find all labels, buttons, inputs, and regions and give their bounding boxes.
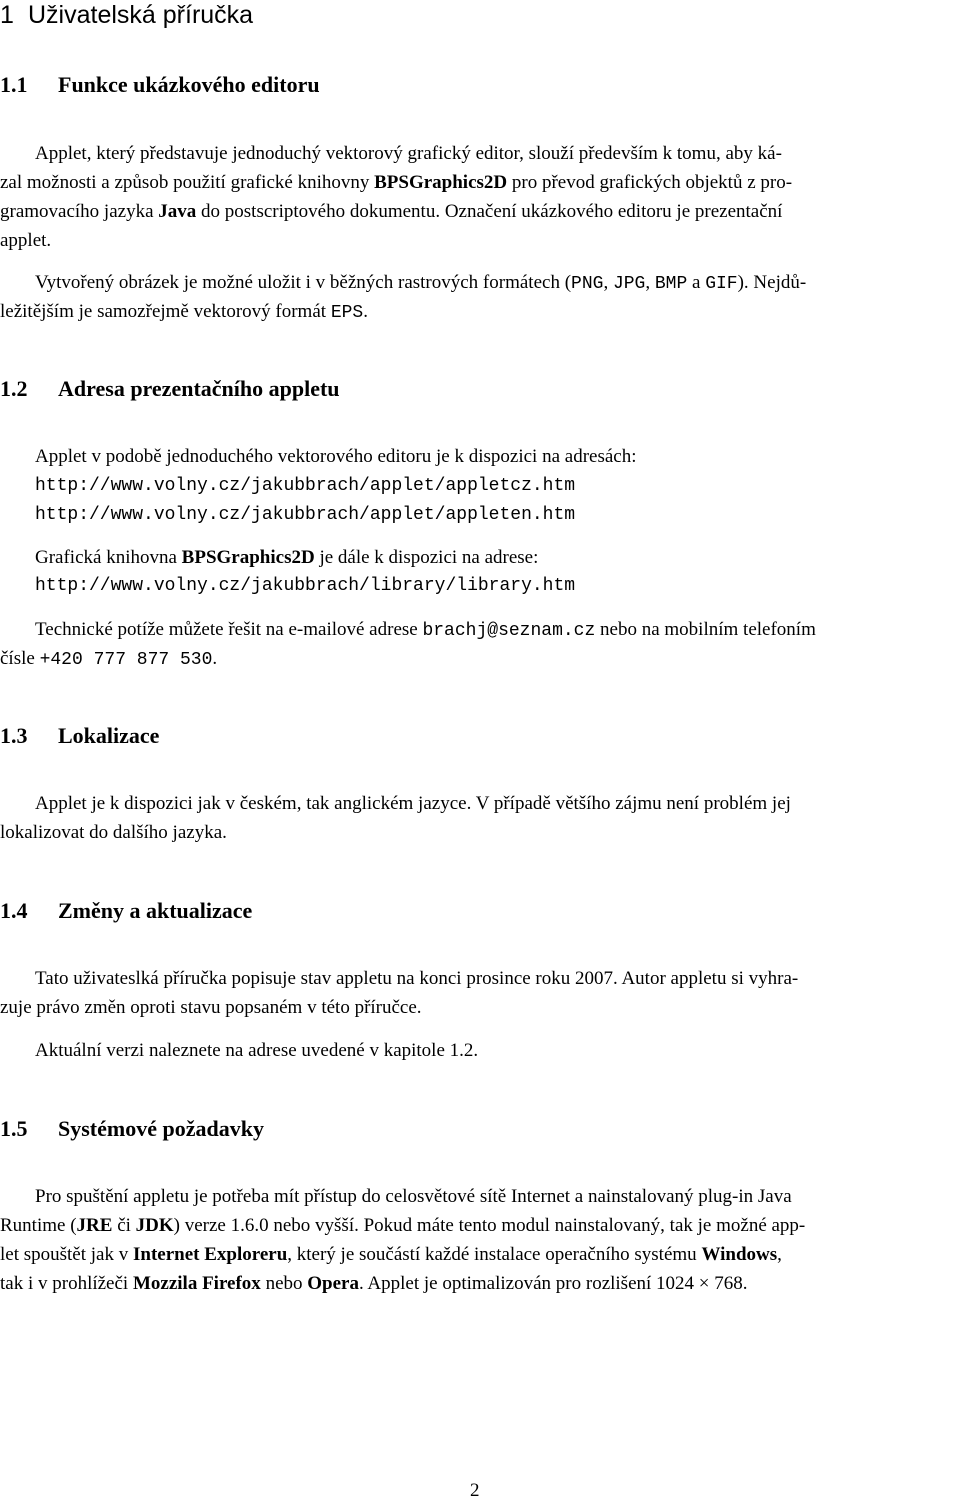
- applet-url-cz[interactable]: http://www.volny.cz/jakubbrach/applet/appletcz.htm: [35, 476, 576, 496]
- format-eps: EPS: [330, 303, 364, 323]
- format-gif: GIF: [705, 274, 738, 294]
- language-name: Java: [158, 201, 197, 222]
- paragraph-line: [0, 168, 792, 197]
- text: zal možnosti a způsob použití grafické knihovny: [0, 172, 375, 193]
- text: pro převod grafických objektů z pro-: [507, 172, 793, 193]
- section-heading-1-4: [0, 897, 252, 925]
- browser-firefox: Mozzila Firefox: [132, 1273, 261, 1294]
- section-title: Změny a aktualizace: [58, 898, 253, 923]
- text: . Applet je optimalizován pro rozlišení 1024 × 768.: [358, 1273, 748, 1294]
- section-number: 1.1: [0, 72, 28, 97]
- library-name: BPSGraphics2D: [181, 547, 315, 568]
- paragraph-line: [0, 543, 538, 572]
- section-title: Lokalizace: [58, 723, 160, 748]
- section-heading-1-5: [0, 1115, 264, 1143]
- applet-url-en[interactable]: http://www.volny.cz/jakubbrach/applet/appleten.htm: [35, 505, 576, 525]
- text: ležitějším je samozřejmě vektorový formát: [0, 301, 331, 322]
- paragraph-line: [0, 615, 816, 646]
- library-url[interactable]: http://www.volny.cz/jakubbrach/library/library.htm: [35, 576, 576, 596]
- paragraph-line: [0, 1269, 748, 1298]
- text: .: [363, 301, 368, 322]
- paragraph-line: Aktuální verzi naleznete na adrese uvedené v kapitole 1.2.: [35, 1040, 479, 1061]
- text: gramovacího jazyka: [0, 201, 159, 222]
- text: ) verze 1.6.0 nebo vyšší. Pokud máte tento modul nainstalovaný, tak je možné app-: [173, 1215, 806, 1236]
- jdk-label: JDK: [135, 1215, 174, 1236]
- format-jpg: JPG: [612, 274, 646, 294]
- text: a: [687, 272, 706, 293]
- phone-number: +420 777 877 530: [39, 650, 213, 670]
- paragraph-line: [0, 644, 217, 675]
- page-number: 2: [470, 1480, 480, 1501]
- section-number: 1.2: [0, 376, 28, 401]
- text: ,: [603, 272, 613, 293]
- paragraph-line: Applet v podobě jednoduchého vektorového editoru je k dispozici na adresách:: [35, 446, 637, 467]
- text: nebo: [260, 1273, 308, 1294]
- chapter-title: Uživatelská příručka: [28, 1, 254, 29]
- text: let spouštět jak v: [0, 1244, 133, 1265]
- section-heading-1-2: [0, 375, 340, 403]
- paragraph-line: Tato uživateslká příručka popisuje stav appletu na konci prosince roku 2007. Autor appletu si vyhra-: [35, 968, 799, 989]
- jre-label: JRE: [76, 1215, 113, 1236]
- section-title: Funkce ukázkového editoru: [58, 72, 320, 97]
- text: Grafická knihovna: [35, 547, 182, 568]
- section-heading-1-1: [0, 71, 320, 99]
- text: , který je součástí každé instalace operačního systému: [287, 1244, 702, 1265]
- text: tak i v prohlížeči: [0, 1273, 133, 1294]
- browser-opera: Opera: [307, 1273, 359, 1294]
- text: do postscriptového dokumentu. Označení ukázkového editoru je prezentační: [196, 201, 783, 222]
- paragraph-line: [0, 1240, 782, 1269]
- section-number: 1.4: [0, 898, 28, 923]
- text: ). Nejdů-: [737, 272, 807, 293]
- section-number: 1.3: [0, 723, 28, 748]
- format-bmp: BMP: [654, 274, 688, 294]
- paragraph-line: zuje právo změn oproti stavu popsaném v této příručce.: [0, 997, 422, 1018]
- text: nebo na mobilním telefoním: [595, 619, 816, 640]
- chapter-number: 1: [0, 1, 14, 29]
- section-title: Systémové požadavky: [58, 1116, 264, 1141]
- section-heading-1-3: [0, 722, 159, 750]
- email-address[interactable]: brachj@seznam.cz: [422, 621, 596, 641]
- section-title: Adresa prezentačního appletu: [58, 376, 340, 401]
- text: Runtime (: [0, 1215, 77, 1236]
- text: ,: [777, 1244, 782, 1265]
- paragraph-line: [0, 268, 806, 299]
- paragraph-line: Applet, který představuje jednoduchý vektorový grafický editor, slouží především k tomu, aby ká-: [35, 143, 782, 164]
- text: či: [112, 1215, 136, 1236]
- paragraph-line: lokalizovat do dalšího jazyka.: [0, 822, 227, 843]
- os-windows: Windows: [701, 1244, 778, 1265]
- text: .: [212, 648, 218, 669]
- text: čísle: [0, 648, 40, 669]
- section-number: 1.5: [0, 1116, 28, 1141]
- text: je dále k dispozici na adrese:: [314, 547, 539, 568]
- paragraph-line: applet.: [0, 230, 52, 251]
- paragraph-line: [0, 297, 368, 328]
- paragraph-line: Pro spuštění appletu je potřeba mít přístup do celosvětové sítě Internet a nainstalovaný plug-in Java: [35, 1186, 792, 1207]
- text: Technické potíže můžete řešit na e-mailové adrese: [35, 619, 423, 640]
- text: Vytvořený obrázek je možné uložit i v běžných rastrových formátech (: [35, 272, 572, 293]
- paragraph-line: [0, 197, 782, 226]
- library-name: BPSGraphics2D: [374, 172, 508, 193]
- paragraph-line: Applet je k dispozici jak v českém, tak anglickém jazyce. V případě většího zájmu není problém jej: [35, 793, 791, 814]
- browser-ie: Internet Exploreru: [132, 1244, 288, 1265]
- text: ,: [645, 272, 655, 293]
- paragraph-line: [0, 1211, 805, 1240]
- chapter-heading: [0, 0, 253, 30]
- format-png: PNG: [571, 274, 604, 294]
